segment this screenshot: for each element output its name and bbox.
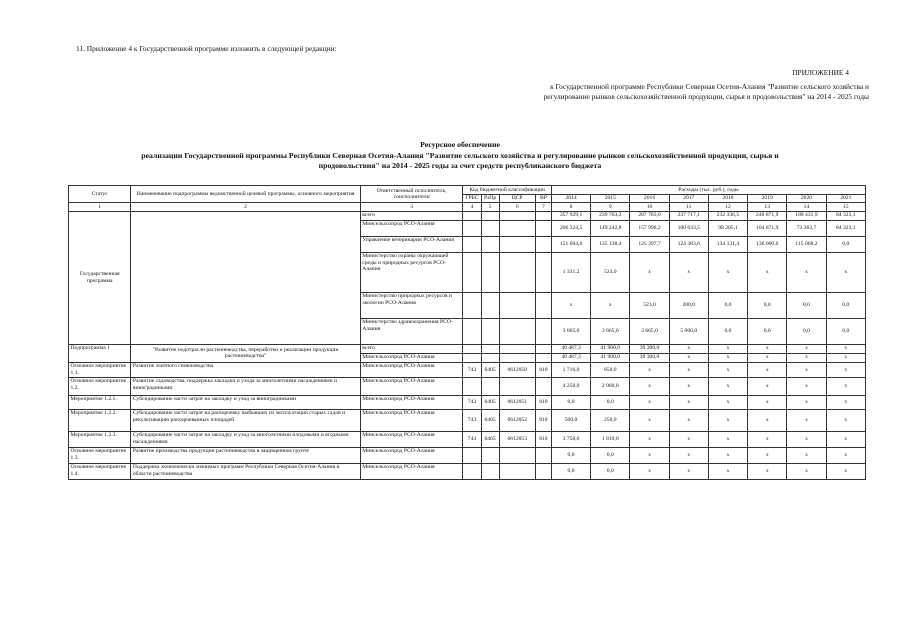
status-cell: Мероприятие 1.2.3. (69, 431, 131, 447)
value-cell: 149 242,8 (591, 220, 630, 236)
value-cell: 41 900,0 (591, 344, 630, 353)
executor-cell: Минсельхозпрод РСО-Алания (360, 362, 463, 377)
value-cell: x (630, 431, 669, 447)
value-cell: 73 363,7 (787, 220, 826, 236)
value-cell: 0,0 (787, 292, 826, 318)
code-cell: 0405 (481, 362, 499, 377)
executor-cell: Минсельхозпрод РСО-Алания (360, 353, 463, 362)
value-cell: x (787, 431, 826, 447)
value-cell: 287 783,0 (630, 211, 669, 220)
value-cell: 84 323,1 (826, 211, 865, 220)
title-line-2: реализации Государственной программы Республики Северная Осетия-Алания "Развитие сельского хозяйства и регулирование рынков сельскохозяйственной продукции, сырья и (141, 150, 779, 160)
value-cell: x (551, 292, 590, 318)
table-row (69, 362, 866, 377)
column-number: 10 (630, 203, 669, 212)
name-cell (131, 211, 360, 344)
code-cell (499, 463, 535, 479)
value-cell: 0,0 (551, 395, 590, 409)
value-cell: x (826, 353, 865, 362)
code-cell (481, 318, 499, 344)
value-cell: 157 998,2 (630, 220, 669, 236)
value-cell: x (669, 353, 708, 362)
executor-cell: Министерство природных ресурсов и экологии РСО-Алания (360, 292, 463, 318)
code-cell (535, 292, 551, 318)
value-cell: x (669, 431, 708, 447)
header-year: 2014 (551, 194, 590, 203)
value-cell: 0,0 (708, 318, 747, 344)
value-cell: 500,0 (551, 409, 590, 431)
value-cell: 0,0 (826, 292, 865, 318)
value-cell: x (748, 344, 787, 353)
column-number: 13 (748, 203, 787, 212)
column-number: 11 (669, 203, 708, 212)
code-cell (535, 344, 551, 353)
status-cell: Мероприятие 1.2.2. (69, 409, 131, 431)
value-cell: x (669, 447, 708, 463)
value-cell: 100 633,5 (669, 220, 708, 236)
status-cell: Государственная программа (69, 211, 131, 344)
column-number: 1 (69, 203, 131, 212)
resource-table (68, 185, 866, 480)
value-cell: x (826, 447, 865, 463)
value-cell: x (708, 362, 747, 377)
value-cell: 124 383,6 (669, 236, 708, 252)
value-cell: x (826, 377, 865, 395)
value-cell: x (630, 395, 669, 409)
value-cell: x (787, 409, 826, 431)
value-cell: 3 665,0 (551, 318, 590, 344)
code-cell (535, 377, 551, 395)
value-cell: 1 716,0 (551, 362, 590, 377)
code-cell: 810 (535, 362, 551, 377)
value-cell: x (708, 463, 747, 479)
executor-cell: всего (360, 211, 463, 220)
code-cell: 0612051 (499, 395, 535, 409)
code-cell: 743 (463, 409, 481, 431)
value-cell: 5 000,0 (669, 318, 708, 344)
value-cell: x (787, 395, 826, 409)
executor-cell: Минсельхозпрод РСО-Алания (360, 431, 463, 447)
status-cell: Подпрограмма 1 (69, 344, 131, 362)
value-cell: 1 331,2 (551, 252, 590, 292)
header-code: РзПр (481, 194, 499, 203)
value-cell: 40 487,3 (551, 344, 590, 353)
appendix-heading: ПРИЛОЖЕНИЕ 4 (792, 68, 849, 77)
header-code: ЦСР (499, 194, 535, 203)
code-cell: 810 (535, 409, 551, 431)
title-line-3: продовольствия" на 2014 - 2025 годы за счет средств республиканского бюджета (318, 161, 602, 170)
appendix-line-1: к Государственной программе Республики Северная Осетия-Алания "Развитие сельского хозяйства и (550, 82, 869, 91)
code-cell: 743 (463, 362, 481, 377)
value-cell: x (708, 252, 747, 292)
code-cell (463, 211, 481, 220)
header-status: Статус (69, 186, 131, 203)
executor-cell: Минсельхозпрод РСО-Алания (360, 409, 463, 431)
code-cell: 743 (463, 431, 481, 447)
code-cell (499, 447, 535, 463)
code-cell (463, 252, 481, 292)
column-number: 12 (708, 203, 747, 212)
value-cell: x (669, 377, 708, 395)
executor-cell: Минсельхозпрод РСО-Алания (360, 377, 463, 395)
code-cell (481, 377, 499, 395)
value-cell: x (748, 447, 787, 463)
name-cell: Развитие производства продукции растениеводства в защищенном грунте (131, 447, 360, 463)
name-cell: Развитие элитного семеноводства (131, 362, 360, 377)
value-cell: 1 810,0 (591, 431, 630, 447)
code-cell (535, 236, 551, 252)
code-cell (499, 318, 535, 344)
value-cell: x (630, 463, 669, 479)
code-cell (499, 377, 535, 395)
value-cell: 0,0 (826, 236, 865, 252)
value-cell: x (630, 447, 669, 463)
value-cell: x (708, 344, 747, 353)
code-cell (463, 220, 481, 236)
value-cell: x (787, 377, 826, 395)
executor-cell: Минсельхозпрод РСО-Алания (360, 220, 463, 236)
column-number: 9 (591, 203, 630, 212)
status-cell: Основное мероприятие 1.1. (69, 362, 131, 377)
header-expenses: Расходы (тыс. руб.), годы (551, 186, 865, 195)
code-cell (481, 344, 499, 353)
value-cell: x (669, 395, 708, 409)
value-cell: x (669, 362, 708, 377)
table-row (69, 344, 866, 353)
code-cell (463, 377, 481, 395)
value-cell: 239 763,2 (591, 211, 630, 220)
code-cell (499, 220, 535, 236)
value-cell: x (826, 362, 865, 377)
document-title (60, 140, 860, 172)
value-cell: 523,0 (591, 252, 630, 292)
value-cell: x (748, 395, 787, 409)
value-cell: x (630, 362, 669, 377)
code-cell (499, 252, 535, 292)
value-cell: x (748, 362, 787, 377)
value-cell: 237 717,1 (669, 211, 708, 220)
table-body (69, 211, 866, 479)
name-cell: Субсидирование части затрат на закладку и уход за многолетними плодовыми и ягодными насаждениями (131, 431, 360, 447)
value-cell: 3 665,0 (591, 318, 630, 344)
value-cell: 125 397,7 (630, 236, 669, 252)
value-cell: x (826, 463, 865, 479)
code-cell: 743 (463, 395, 481, 409)
value-cell: x (748, 377, 787, 395)
executor-cell: Управление ветеринарии РСО-Алания (360, 236, 463, 252)
value-cell: 39 300,0 (630, 353, 669, 362)
value-cell: x (787, 463, 826, 479)
code-cell (463, 236, 481, 252)
code-cell (499, 353, 535, 362)
code-cell (481, 463, 499, 479)
header-year: 2016 (630, 194, 669, 203)
code-cell (535, 447, 551, 463)
executor-cell: Минсельхозпрод РСО-Алания (360, 447, 463, 463)
table-row (69, 447, 866, 463)
table-row (69, 211, 866, 220)
table-row (69, 463, 866, 479)
code-cell: 0612050 (499, 362, 535, 377)
name-cell: Поддержка экономически значимых программ Республики Северная Осетия-Алания в области растениеводства (131, 463, 360, 479)
value-cell: x (630, 409, 669, 431)
code-cell (481, 220, 499, 236)
status-cell: Основное мероприятие 1.4. (69, 463, 131, 479)
value-cell: 151 604,6 (551, 236, 590, 252)
table-row (69, 409, 866, 431)
intro-text: 11. Приложение 4 к Государственной программе изложить в следующей редакции: (76, 44, 337, 53)
column-number-row (69, 203, 866, 212)
value-cell: x (787, 252, 826, 292)
value-cell: 206 324,5 (551, 220, 590, 236)
value-cell: x (630, 377, 669, 395)
code-cell: 0405 (481, 395, 499, 409)
value-cell: 0,0 (748, 318, 787, 344)
column-number: 7 (535, 203, 551, 212)
code-cell (499, 211, 535, 220)
header-year: 2020 (787, 194, 826, 203)
executor-cell: Минсельхозпрод РСО-Алания (360, 463, 463, 479)
table-row (69, 395, 866, 409)
code-cell: 0405 (481, 431, 499, 447)
code-cell (535, 211, 551, 220)
status-cell: Основное мероприятие 1.3. (69, 447, 131, 463)
value-cell: x (787, 362, 826, 377)
column-number: 4 (463, 203, 481, 212)
code-cell (481, 211, 499, 220)
value-cell: 104 871,9 (748, 220, 787, 236)
value-cell: 188 431,9 (787, 211, 826, 220)
value-cell: 0,0 (591, 395, 630, 409)
code-cell (463, 344, 481, 353)
status-cell: Мероприятие 1.2.1. (69, 395, 131, 409)
value-cell: 136 000,0 (748, 236, 787, 252)
column-number: 8 (551, 203, 590, 212)
code-cell (463, 318, 481, 344)
code-cell (481, 447, 499, 463)
code-cell (499, 236, 535, 252)
code-cell (535, 220, 551, 236)
value-cell: x (669, 344, 708, 353)
header-executor: Ответственный исполнитель, соисполнители (360, 186, 463, 203)
value-cell: x (669, 463, 708, 479)
header-code: ГРБС (463, 194, 481, 203)
code-cell (481, 252, 499, 292)
value-cell: 0,0 (826, 318, 865, 344)
value-cell: x (748, 353, 787, 362)
column-number: 15 (826, 203, 865, 212)
column-number: 6 (499, 203, 535, 212)
value-cell: 84 323,1 (826, 220, 865, 236)
header-year: 2017 (669, 194, 708, 203)
name-cell: Субсидирование части затрат на закладку и уход за виноградниками (131, 395, 360, 409)
value-cell: 2 060,0 (591, 377, 630, 395)
name-cell: Субсидирование части затрат на раскорчевку выбывших из эксплуатации старых садов и рекультивацию раскорчеванных площадей (131, 409, 360, 431)
value-cell: x (787, 344, 826, 353)
value-cell: x (826, 431, 865, 447)
name-cell: "Развитие подотрасли растениеводства, переработки и реализации продукции растениеводства" (131, 344, 360, 362)
value-cell: x (630, 252, 669, 292)
value-cell: 850,0 (591, 362, 630, 377)
table-row (69, 431, 866, 447)
title-line-1: Ресурсное обеспечение (420, 140, 500, 149)
code-cell (535, 463, 551, 479)
status-cell: Основное мероприятие 1.2. (69, 377, 131, 395)
value-cell: x (708, 377, 747, 395)
header-row-1 (69, 186, 866, 195)
appendix-block (449, 68, 869, 102)
code-cell (481, 292, 499, 318)
code-cell (463, 463, 481, 479)
value-cell: 4 250,0 (551, 377, 590, 395)
executor-cell: Министерство охраны окружающей среды и природных ресурсов РСО-Алания (360, 252, 463, 292)
value-cell: 523,0 (630, 292, 669, 318)
code-cell (535, 353, 551, 362)
code-cell: 0405 (481, 409, 499, 431)
value-cell: 39 300,0 (630, 344, 669, 353)
code-cell (481, 353, 499, 362)
appendix-line-2: регулирование рынков сельскохозяйственной продукции, сырья и продовольствия" на 2014 - 2025 годы (543, 92, 869, 101)
value-cell: x (708, 395, 747, 409)
code-cell (463, 292, 481, 318)
value-cell: x (748, 463, 787, 479)
value-cell: x (708, 447, 747, 463)
header-year: 2015 (591, 194, 630, 203)
executor-cell: всего (360, 344, 463, 353)
value-cell: 98 205,1 (708, 220, 747, 236)
code-cell (499, 344, 535, 353)
value-cell: 0,0 (708, 292, 747, 318)
code-cell (481, 236, 499, 252)
column-number: 2 (131, 203, 360, 212)
executor-cell: Минсельхозпрод РСО-Алания (360, 395, 463, 409)
value-cell: x (787, 353, 826, 362)
value-cell: x (708, 353, 747, 362)
header-year: 2019 (748, 194, 787, 203)
value-cell: 240 871,9 (748, 211, 787, 220)
code-cell (535, 252, 551, 292)
value-cell: 115 068,2 (787, 236, 826, 252)
header-code: ВР (535, 194, 551, 203)
value-cell: 0,0 (591, 447, 630, 463)
code-cell (463, 353, 481, 362)
value-cell: x (748, 252, 787, 292)
value-cell: x (826, 252, 865, 292)
value-cell: x (669, 409, 708, 431)
value-cell: 41 900,0 (591, 353, 630, 362)
code-cell (463, 447, 481, 463)
value-cell: 200,0 (669, 292, 708, 318)
value-cell: x (669, 252, 708, 292)
code-cell: 0612053 (499, 431, 535, 447)
value-cell: x (826, 344, 865, 353)
value-cell: x (708, 431, 747, 447)
value-cell: 0,0 (551, 463, 590, 479)
value-cell: x (591, 292, 630, 318)
value-cell: 0,0 (591, 463, 630, 479)
value-cell: x (708, 409, 747, 431)
code-cell: 810 (535, 431, 551, 447)
value-cell: x (748, 409, 787, 431)
value-cell: 135 138,4 (591, 236, 630, 252)
value-cell: 0,0 (748, 292, 787, 318)
value-cell: x (748, 431, 787, 447)
value-cell: x (826, 409, 865, 431)
header-year: 2018 (708, 194, 747, 203)
value-cell: 357 929,1 (551, 211, 590, 220)
name-cell: Развитие садоводства, поддержка закладки и ухода за многолетними насаждениями и виноградниками (131, 377, 360, 395)
value-cell: 3 665,0 (630, 318, 669, 344)
table-row (69, 377, 866, 395)
code-cell (499, 292, 535, 318)
value-cell: x (826, 395, 865, 409)
column-number: 14 (787, 203, 826, 212)
value-cell: 232 336,5 (708, 211, 747, 220)
value-cell: 40 487,3 (551, 353, 590, 362)
header-year: 2021 (826, 194, 865, 203)
column-number: 3 (360, 203, 463, 212)
value-cell: x (787, 447, 826, 463)
code-cell: 810 (535, 395, 551, 409)
executor-cell: Министерство здравоохранения РСО-Алания (360, 318, 463, 344)
code-cell: 0612052 (499, 409, 535, 431)
value-cell: 250,0 (591, 409, 630, 431)
header-name: Наименование подпрограммы ведомственной целевой программы, основного мероприятия (131, 186, 360, 203)
value-cell: 134 131,4 (708, 236, 747, 252)
code-cell (535, 318, 551, 344)
header-budget-code: Код бюджетной классификации (463, 186, 552, 195)
value-cell: 0,0 (787, 318, 826, 344)
column-number: 5 (481, 203, 499, 212)
value-cell: 3 750,0 (551, 431, 590, 447)
value-cell: 0,0 (551, 447, 590, 463)
